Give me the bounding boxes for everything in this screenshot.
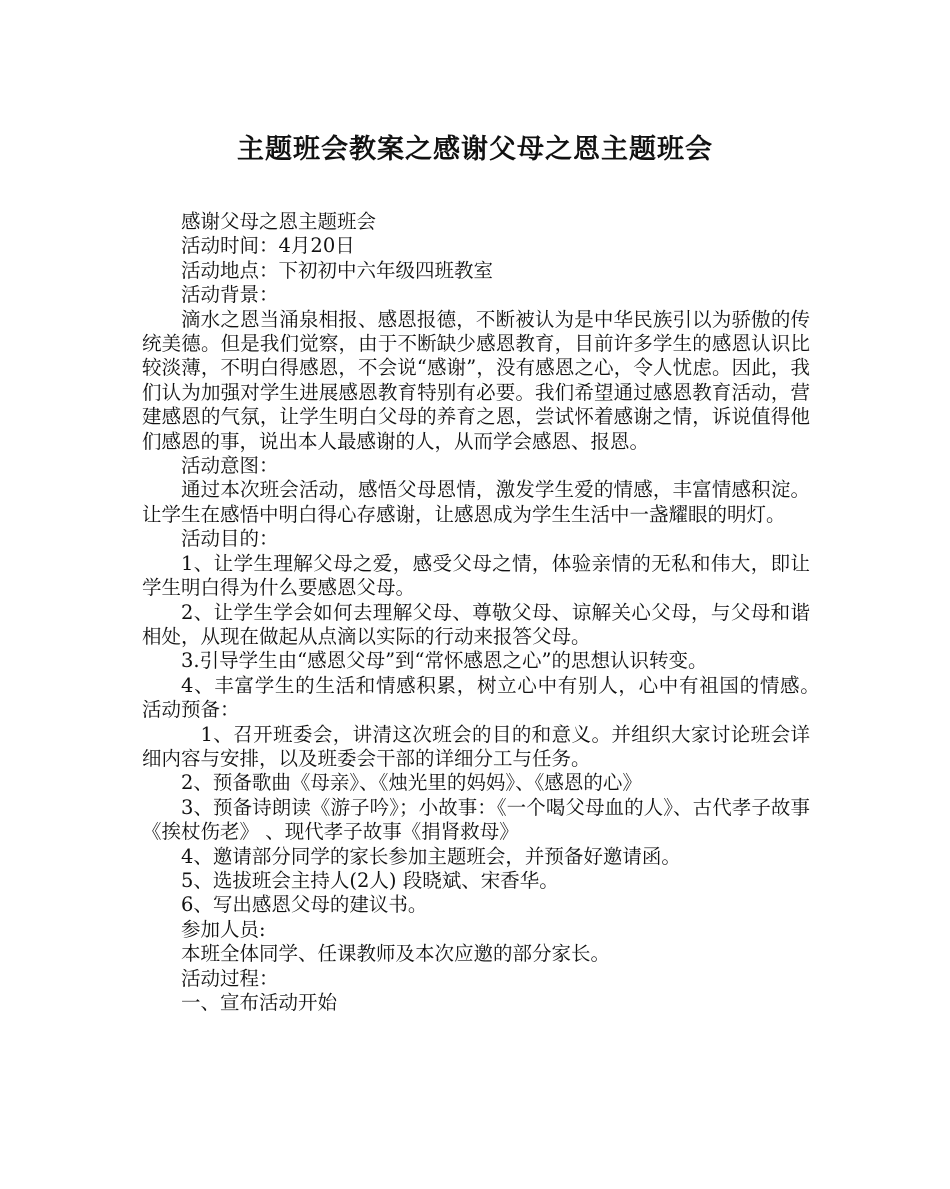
- paragraph-purpose-2: 2、让学生学会如何去理解父母、尊敬父母、谅解关心父母，与父母和谐相处，从现在做起从点滴以实际的行动来报答父母。: [142, 600, 810, 648]
- paragraph-activity-time: 活动时间：4月20日: [181, 234, 355, 258]
- paragraph-intent-label: 活动意图：: [181, 454, 279, 478]
- paragraph-prep-4: 4、邀请部分同学的家长参加主题班会，并预备好邀请函。: [181, 844, 681, 868]
- paragraph-purpose-3: 3.引导学生由“感恩父母”到“常怀感恩之心”的思想认识转变。: [181, 649, 708, 673]
- paragraph-purpose-1: 1、让学生理解父母之爱，感受父母之情，体验亲情的无私和伟大，即让学生明白得为什么要感恩父母。: [142, 551, 810, 600]
- paragraph-prep-3: 3、预备诗朗读《游子吟》；小故事：《一个喝父母血的人》、古代孝子故事《挨杖伤老》 、现代孝子故事《捐肾救母》: [142, 795, 810, 844]
- paragraph-prep-6: 6、写出感恩父母的建议书。: [181, 893, 428, 917]
- document-title: 主题班会教案之感谢父母之恩主题班会: [237, 134, 713, 165]
- paragraph-prep-2: 2、预备歌曲《母亲》、《烛光里的妈妈》、《感恩的心》: [181, 771, 642, 795]
- paragraph-participants-text: 本班全体同学、任课教师及本次应邀的部分家长。: [181, 942, 611, 966]
- document-body: [142, 210, 856, 1015]
- paragraph-intent-text: 通过本次班会活动，感悟父母恩情，激发学生爱的情感，丰富情感积淀。让学生在感悟中明白得心存感谢，让感恩成为学生生活中一盏耀眼的明灯。: [142, 478, 810, 526]
- paragraph-participants-label: 参加人员:: [181, 917, 266, 941]
- paragraph-prep-1: 1、召开班委会，讲清这次班会的目的和意义。并组织大家讨论班会详细内容与安排，以及班委会干部的详细分工与任务。: [142, 722, 810, 770]
- paragraph-process-step-1: 一、宣布活动开始: [181, 991, 338, 1014]
- paragraph-activity-location: 活动地点：下初初中六年级四班教室: [181, 258, 494, 282]
- paragraph-prep-5: 5、选拔班会主持人(2人) 段晓斌、宋香华。: [181, 868, 559, 892]
- paragraph-process-label: 活动过程：: [181, 966, 279, 990]
- paragraph-heading: 感谢父母之恩主题班会: [181, 210, 377, 233]
- paragraph-background-label: 活动背景：: [181, 283, 279, 307]
- paragraph-purpose-4: 4、丰富学生的生活和情感积累，树立心中有别人，心中有祖国的情感。 活动预备：: [142, 673, 856, 722]
- paragraph-background-text: 滴水之恩当涌泉相报、感恩报德，不断被认为是中华民族引以为骄傲的传统美德。但是我们觉察，由于不断缺少感恩教育，目前许多学生的感恩认识比较淡薄，不明白得感恩，不会说“感谢”，没有感恩之心，令人忧虑。因此，我们认为加强对学生进展感恩教育特别有必要。我们希望通过感恩教育活动，营建感恩的气氛，让学生明白父母的养育之恩，尝试怀着感谢之情，诉说值得他们感恩的事，说出本人最感谢的人，从而学会感恩、报恩。: [142, 307, 810, 453]
- paragraph-purpose-label: 活动目的：: [181, 527, 279, 551]
